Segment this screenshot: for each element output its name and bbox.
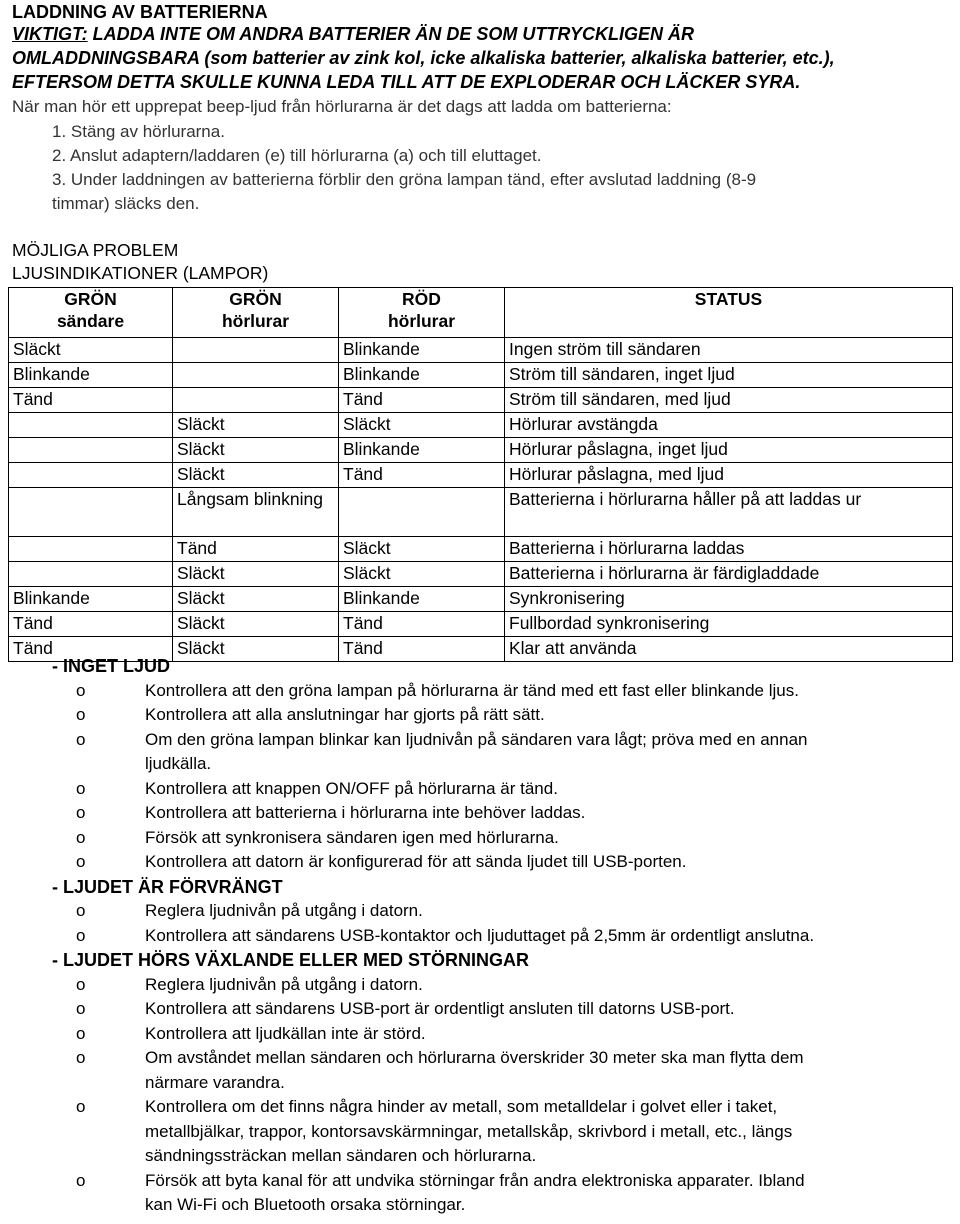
- list-item-text: Om avståndet mellan sändaren och hörlurarna överskrider 30 meter ska man flytta dem: [145, 1048, 804, 1067]
- cell-green-headphones: [173, 363, 339, 388]
- table-row: [9, 413, 953, 438]
- cell-red-headphones: Släckt: [339, 537, 505, 562]
- warning-line-2: OMLADDNINGSBARA (som batterier av zink kol, icke alkaliska batterier, alkaliska batterier, etc.),: [12, 48, 835, 68]
- table-row: [9, 463, 953, 488]
- cell-red-headphones: Blinkande: [339, 587, 505, 612]
- cell-green-transmitter: [9, 537, 173, 562]
- cell-green-headphones: [173, 388, 339, 413]
- bullet-marker: o: [76, 925, 86, 945]
- cell-status: Synkronisering: [505, 587, 953, 612]
- cell-status: Ingen ström till sändaren: [505, 338, 953, 363]
- list-item-text: Kontrollera att batterierna i hörlurarna inte behöver laddas.: [145, 803, 586, 822]
- cell-green-transmitter: Blinkande: [9, 587, 173, 612]
- bullet-marker: o: [76, 1048, 86, 1067]
- bullet-marker: o: [76, 803, 86, 822]
- cell-status: Hörlurar påslagna, inget ljud: [505, 438, 953, 463]
- table-row: [9, 537, 953, 562]
- cell-green-headphones: Släckt: [173, 413, 339, 438]
- cell-green-transmitter: [9, 438, 173, 463]
- warning-line-1: [12, 24, 694, 44]
- list-item-text: Försök att synkronisera sändaren igen med hörlurarna.: [145, 827, 559, 847]
- cell-green-headphones: Släckt: [173, 612, 339, 637]
- table-row: [9, 488, 953, 537]
- bullet-marker: o: [76, 705, 86, 724]
- list-item-text: Kontrollera att sändarens USB-port är ordentligt ansluten till datorns USB-port.: [145, 999, 735, 1018]
- bullet-marker: o: [76, 901, 86, 920]
- bullet-marker: o: [76, 852, 86, 871]
- table-row: [9, 363, 953, 388]
- cell-green-headphones: Tänd: [173, 537, 339, 562]
- cell-red-headphones: Tänd: [339, 637, 505, 662]
- list-item-text: sändningssträckan mellan sändaren och hörlurarna.: [145, 1146, 537, 1165]
- cell-green-transmitter: [9, 488, 173, 537]
- bullet-marker: o: [76, 778, 86, 798]
- list-item-text: ljudkälla.: [145, 754, 212, 773]
- cell-red-headphones: Blinkande: [339, 438, 505, 463]
- table-row: [9, 438, 953, 463]
- bullet-marker: o: [76, 680, 86, 700]
- bullet-marker: o: [76, 974, 86, 994]
- cell-red-headphones: Tänd: [339, 612, 505, 637]
- table-row: [9, 612, 953, 637]
- cell-green-transmitter: [9, 562, 173, 587]
- step-3-continued: timmar) släcks den.: [52, 194, 200, 213]
- cell-green-headphones: Släckt: [173, 587, 339, 612]
- list-item-text: Försök att byta kanal för att undvika störningar från andra elektroniska apparater. Ibland: [145, 1170, 805, 1190]
- cell-status: Hörlurar avstängda: [505, 413, 953, 438]
- cell-red-headphones: [339, 488, 505, 537]
- table-row: [9, 587, 953, 612]
- cell-green-transmitter: Släckt: [9, 338, 173, 363]
- list-item-text: kan Wi-Fi och Bluetooth orsaka störningar.: [145, 1195, 466, 1214]
- list-item-text: Kontrollera att knappen ON/OFF på hörlurarna är tänd.: [145, 778, 558, 798]
- cell-green-transmitter: [9, 463, 173, 488]
- header-status: STATUS: [505, 288, 953, 338]
- indicators-heading: LJUSINDIKATIONER (LAMPOR): [12, 263, 269, 283]
- warning-line-3: EFTERSOM DETTA SKULLE KUNNA LEDA TILL ATT DE EXPLODERAR OCH LÄCKER SYRA.: [12, 72, 801, 92]
- intro-text: När man hör ett upprepat beep-ljud från hörlurarna är det dags att ladda om batterierna:: [12, 97, 672, 116]
- table-row: [9, 338, 953, 363]
- bullet-marker: o: [76, 1023, 86, 1043]
- cell-green-transmitter: Tänd: [9, 637, 173, 662]
- cell-status: Ström till sändaren, med ljud: [505, 388, 953, 413]
- section-heading: - INGET LJUD: [52, 656, 171, 676]
- cell-status: Batterierna i hörlurarna laddas: [505, 537, 953, 562]
- cell-green-transmitter: Blinkande: [9, 363, 173, 388]
- list-item-text: Kontrollera om det finns några hinder av metall, som metalldelar i golvet eller i taket,: [145, 1097, 778, 1116]
- table-row: [9, 562, 953, 587]
- cell-red-headphones: Släckt: [339, 562, 505, 587]
- cell-status: Batterierna i hörlurarna håller på att laddas ur: [505, 488, 953, 537]
- cell-green-headphones: Långsam blinkning: [173, 488, 339, 537]
- warning-text-1: LADDA INTE OM ANDRA BATTERIER ÄN DE SOM UTTRYCKLIGEN ÄR: [92, 24, 694, 44]
- cell-red-headphones: Släckt: [339, 413, 505, 438]
- bullet-marker: o: [76, 1097, 86, 1116]
- bullet-marker: o: [76, 1170, 86, 1190]
- cell-green-transmitter: [9, 413, 173, 438]
- cell-red-headphones: Tänd: [339, 388, 505, 413]
- step-1: 1. Stäng av hörlurarna.: [52, 122, 225, 141]
- list-item-text: Kontrollera att datorn är konfigurerad för att sända ljudet till USB-porten.: [145, 852, 687, 871]
- page-title: LADDNING AV BATTERIERNA: [12, 2, 268, 22]
- cell-status: Ström till sändaren, inget ljud: [505, 363, 953, 388]
- cell-status: Klar att använda: [505, 637, 953, 662]
- list-item-text: Kontrollera att alla anslutningar har gjorts på rätt sätt.: [145, 705, 545, 724]
- table-row: [9, 388, 953, 413]
- cell-red-headphones: Blinkande: [339, 338, 505, 363]
- list-item-text: närmare varandra.: [145, 1072, 285, 1092]
- cell-status: Fullbordad synkronisering: [505, 612, 953, 637]
- bullet-marker: o: [76, 827, 86, 847]
- cell-green-headphones: [173, 338, 339, 363]
- list-item-text: Kontrollera att den gröna lampan på hörlurarna är tänd med ett fast eller blinkande ljus.: [145, 680, 799, 700]
- header-green-transmitter: GRÖN sändare: [9, 288, 173, 338]
- bullet-marker: o: [76, 999, 86, 1018]
- bullet-marker: o: [76, 729, 86, 749]
- cell-red-headphones: Tänd: [339, 463, 505, 488]
- problems-heading: MÖJLIGA PROBLEM: [12, 240, 179, 260]
- cell-green-headphones: Släckt: [173, 438, 339, 463]
- cell-red-headphones: Blinkande: [339, 363, 505, 388]
- cell-green-headphones: Släckt: [173, 463, 339, 488]
- list-item-text: metallbjälkar, trappor, kontorsavskärmningar, metallskåp, skrivbord i metall, etc., längs: [145, 1121, 793, 1141]
- cell-green-headphones: Släckt: [173, 637, 339, 662]
- cell-status: Hörlurar påslagna, med ljud: [505, 463, 953, 488]
- table-header-row: [9, 288, 953, 338]
- warning-label: VIKTIGT:: [12, 24, 88, 44]
- list-item-text: Kontrollera att sändarens USB-kontaktor och ljuduttaget på 2,5mm är ordentligt anslutna.: [145, 925, 815, 945]
- cell-green-headphones: Släckt: [173, 562, 339, 587]
- step-2: 2. Anslut adaptern/laddaren (e) till hörlurarna (a) och till eluttaget.: [52, 146, 542, 165]
- section-heading: - LJUDET HÖRS VÄXLANDE ELLER MED STÖRNINGAR: [52, 950, 530, 970]
- step-3: 3. Under laddningen av batterierna förblir den gröna lampan tänd, efter avslutad laddning (8-9: [52, 170, 757, 189]
- list-item-text: Kontrollera att ljudkällan inte är störd.: [145, 1023, 426, 1043]
- list-item-text: Om den gröna lampan blinkar kan ljudnivån på sändaren vara lågt; pröva med en annan: [145, 729, 808, 749]
- status-table: [8, 287, 953, 662]
- cell-green-transmitter: Tänd: [9, 388, 173, 413]
- header-red-headphones: RÖD hörlurar: [339, 288, 505, 338]
- section-heading: - LJUDET ÄR FÖRVRÄNGT: [52, 876, 283, 897]
- list-item-text: Reglera ljudnivån på utgång i datorn.: [145, 974, 423, 994]
- header-green-headphones: GRÖN hörlurar: [173, 288, 339, 338]
- cell-status: Batterierna i hörlurarna är färdigladdade: [505, 562, 953, 587]
- cell-green-transmitter: Tänd: [9, 612, 173, 637]
- list-item-text: Reglera ljudnivån på utgång i datorn.: [145, 901, 423, 920]
